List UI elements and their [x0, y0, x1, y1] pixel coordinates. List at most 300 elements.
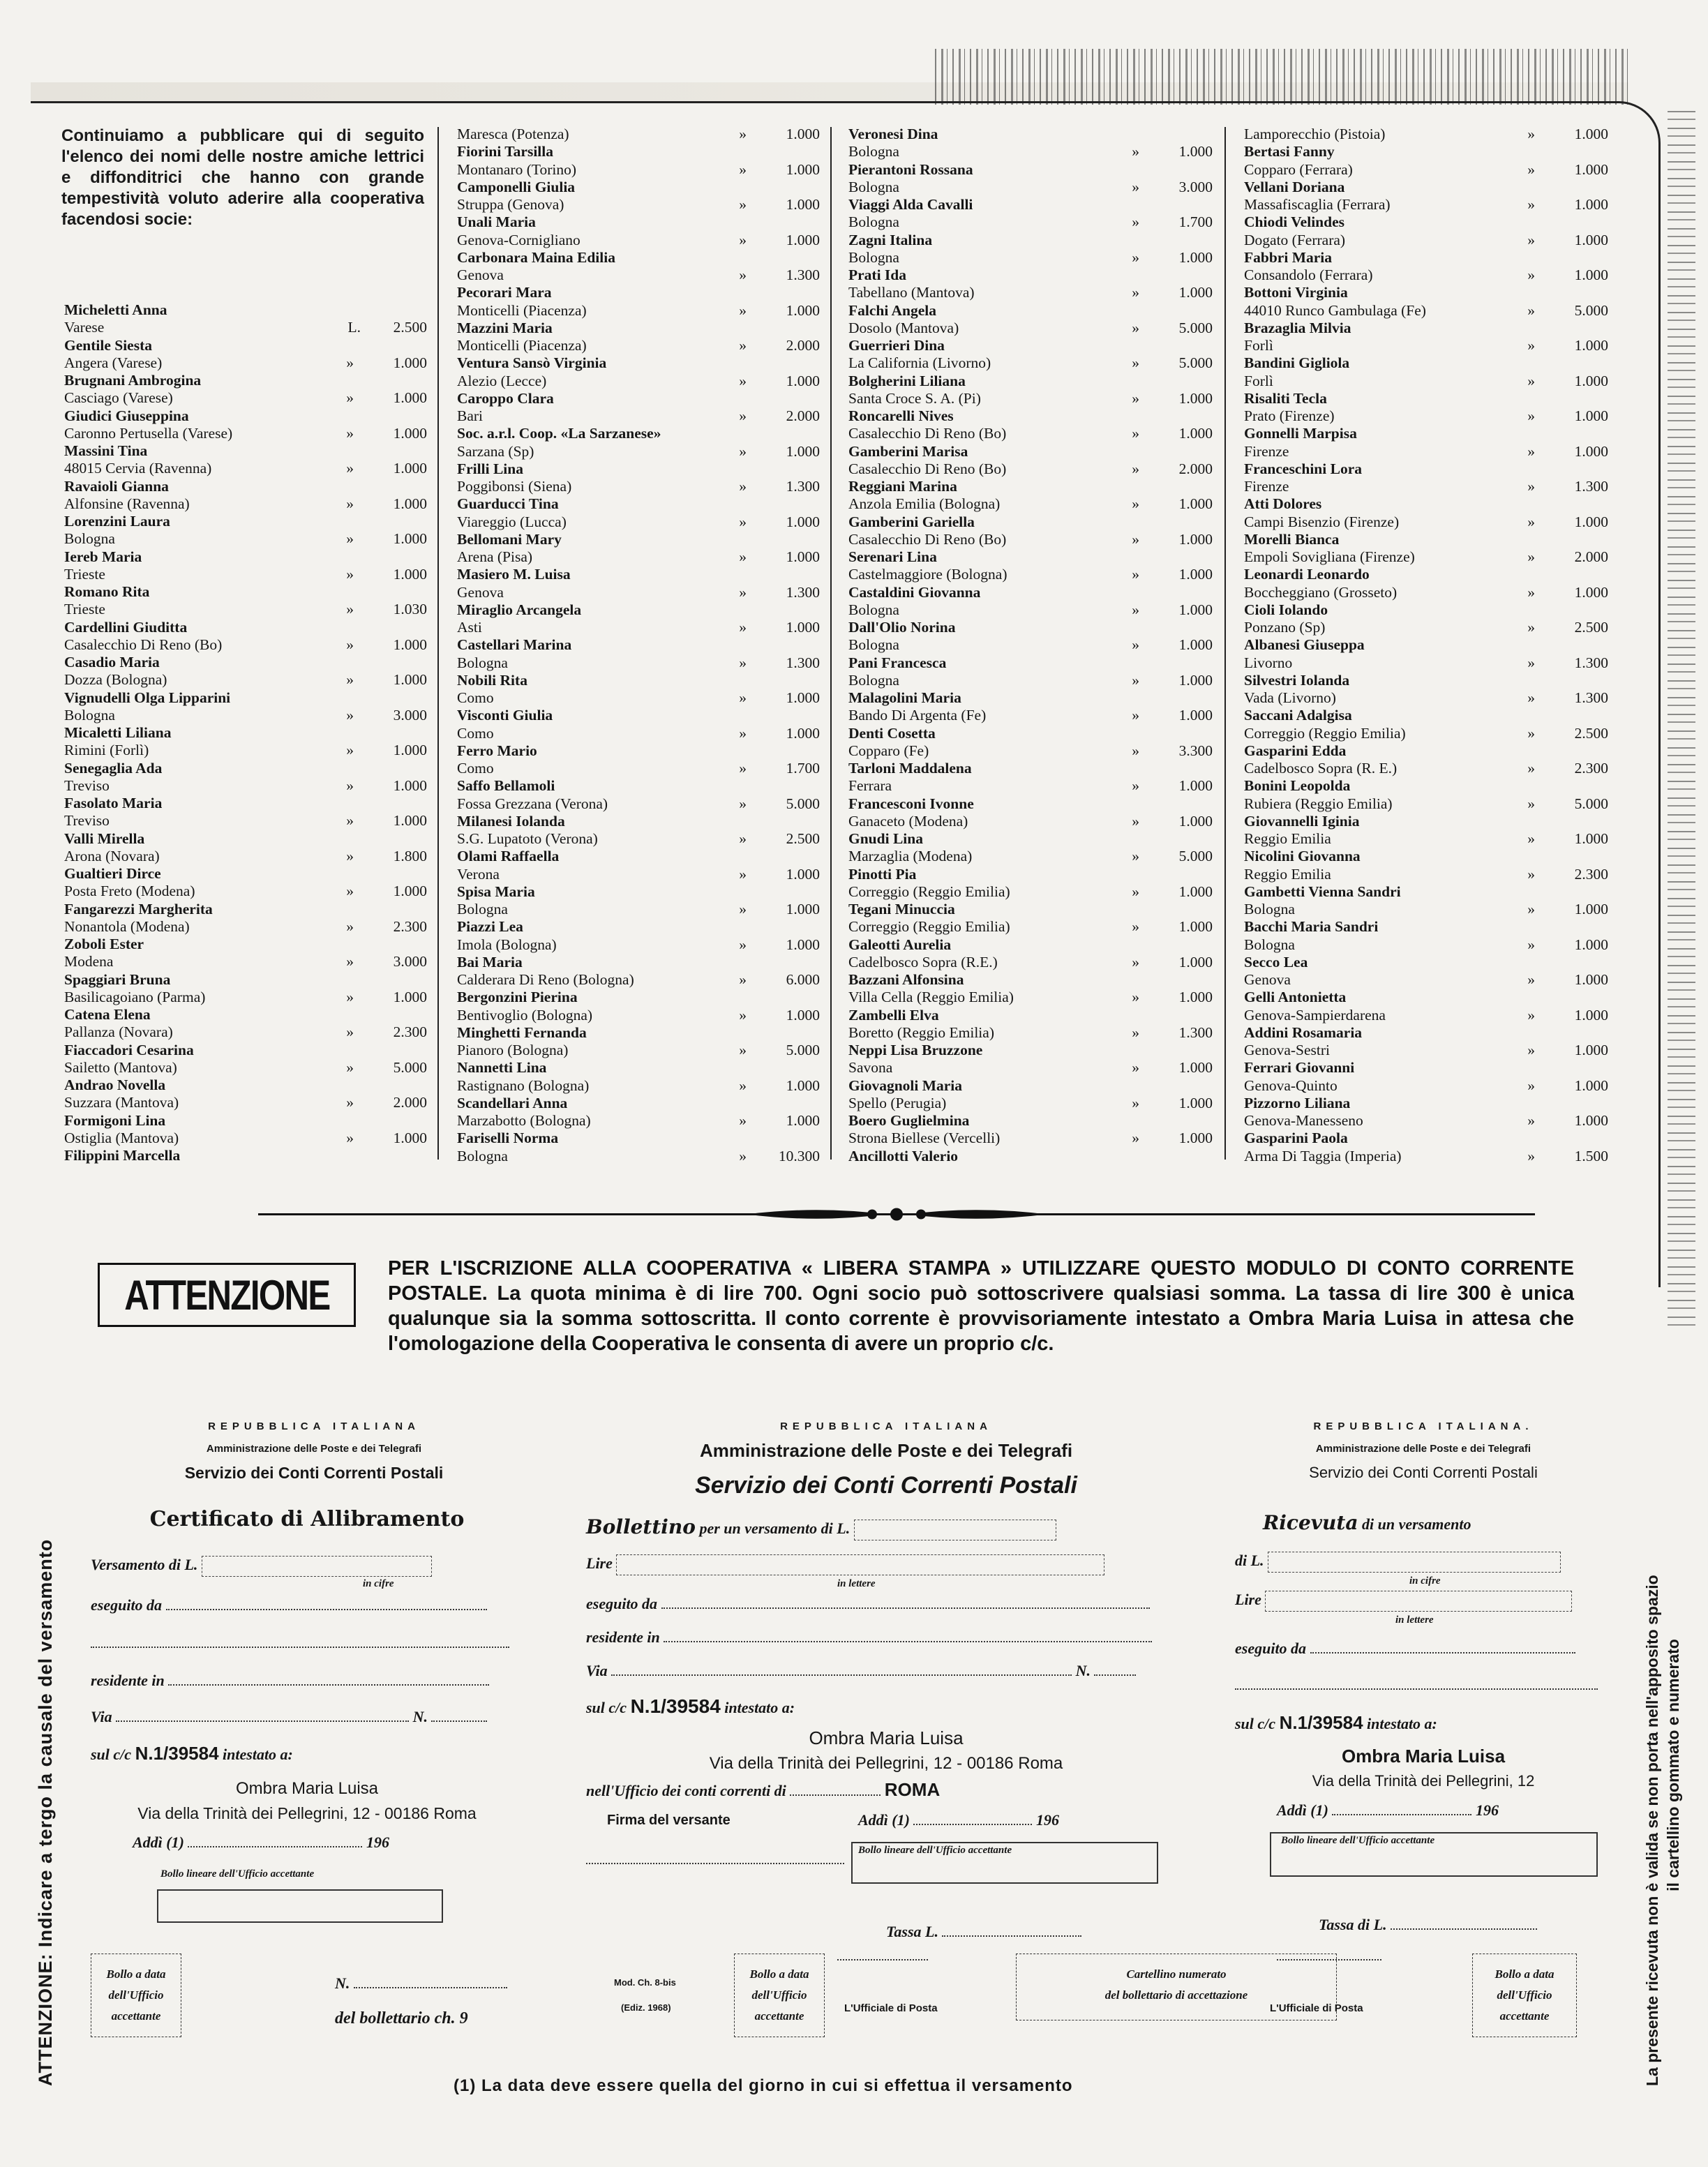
amount-text: 1.000 [1574, 901, 1608, 917]
amount-text: 1.000 [1574, 830, 1608, 847]
subscriber-location-row [1244, 1042, 1608, 1059]
currency-mark: » [1527, 830, 1535, 847]
subscriber-name-row [64, 301, 427, 319]
amount-text: 2.000 [1574, 548, 1608, 565]
name-text: Brazaglia Milvia [1244, 319, 1351, 336]
subscriber-name-row [1244, 460, 1608, 478]
subscriber-name-row [1244, 954, 1608, 971]
name-text: Fangarezzi Margherita [64, 900, 213, 917]
name-text: Bergonzini Pierina [457, 989, 578, 1006]
amount-text: 1.000 [393, 742, 427, 759]
currency-mark: » [739, 196, 747, 213]
amount-text: 1.000 [393, 671, 427, 689]
eseguito-label: eseguito da [91, 1596, 163, 1614]
amount-text: 1.000 [786, 865, 820, 883]
name-text: Giudici Giuseppina [64, 407, 189, 424]
name-text: Miraglio Arcangela [457, 601, 582, 618]
name-text: Minghetti Fernanda [457, 1023, 587, 1041]
subscriber-name-row [64, 760, 427, 777]
currency-mark: » [346, 389, 354, 407]
currency-mark: » [1527, 160, 1535, 178]
subscriber-column-2 [457, 126, 820, 1165]
subscriber-location-row [457, 302, 820, 320]
amount-text: 1.000 [1574, 372, 1608, 389]
name-text: Vignudelli Olga Lipparini [64, 689, 231, 706]
residente-field[interactable] [664, 1628, 1152, 1642]
location-text: Bologna [848, 601, 899, 618]
subscriber-name-row [848, 373, 1213, 390]
location-text: Villa Cella (Reggio Emilia) [848, 989, 1014, 1006]
subscriber-name-row [1244, 425, 1608, 442]
intro-paragraph: Continuiamo a pubblicare qui di seguito l'elenco dei nomi delle nostre amiche lettrici e diffonditrici che hanno con grande tempestività voluto aderire alla cooperativa facendosi socie: [61, 126, 424, 229]
amount-text: 1.000 [393, 636, 427, 653]
name-text: Caroppo Clara [457, 389, 554, 407]
location-text: Casciago (Varese) [64, 389, 173, 407]
location-text: Caronno Pertusella (Varese) [64, 424, 233, 442]
currency-mark: » [1132, 284, 1139, 301]
date-stamp-box[interactable] [91, 1954, 181, 2037]
name-text: Pierantoni Rossana [848, 160, 973, 178]
subscriber-name-row [848, 1148, 1213, 1165]
currency-mark: » [346, 601, 354, 618]
currency-mark: » [1527, 583, 1535, 601]
firma-label: Firma del versante [607, 1813, 731, 1828]
subscriber-location-row [1244, 1077, 1608, 1095]
amount-text: 5.000 [1574, 795, 1608, 812]
currency-mark: » [1527, 1042, 1535, 1058]
receipt-title: Ricevuta [1263, 1511, 1358, 1534]
subscriber-name-row [457, 531, 820, 548]
name-text: Bonini Leopolda [1244, 777, 1351, 795]
subscriber-name-row [64, 1112, 427, 1130]
location-text: Bologna [457, 654, 508, 671]
amount-text: 5.000 [393, 1058, 427, 1076]
via-field[interactable] [116, 1708, 409, 1722]
amount-text: 1.300 [786, 583, 820, 601]
eseguito-field-2[interactable] [91, 1634, 509, 1648]
eseguito-field-2[interactable] [1235, 1676, 1598, 1690]
subscriber-name-row [457, 989, 820, 1006]
service-heading: Servizio dei Conti Correnti Postali [1309, 1464, 1538, 1481]
location-text: Bologna [848, 248, 899, 266]
intestato-label: intestato a: [223, 1746, 293, 1763]
holder-address: Via della Trinità dei Pellegrini, 12 [1312, 1772, 1535, 1790]
subscriber-location-row [848, 566, 1213, 583]
amount-text: 1.000 [786, 160, 820, 178]
currency-mark: » [1132, 566, 1139, 583]
tassa-field[interactable] [1391, 1916, 1537, 1930]
subscriber-location-row [64, 671, 427, 689]
name-text: Valli Mirella [64, 830, 145, 847]
linear-stamp-box[interactable] [157, 1889, 443, 1923]
currency-mark: » [1527, 337, 1535, 354]
subscriber-location-row [848, 425, 1213, 442]
name-text: Secco Lea [1244, 953, 1308, 970]
location-text: Montanaro (Torino) [457, 160, 577, 178]
subscriber-name-row [848, 1042, 1213, 1059]
subscriber-location-row [848, 636, 1213, 654]
subscriber-name-row [848, 619, 1213, 636]
name-text: Ferrari Giovanni [1244, 1059, 1355, 1077]
attention-title: ATTENZIONE [123, 1271, 330, 1319]
currency-mark: » [1527, 478, 1535, 495]
amount-text: 1.000 [393, 495, 427, 512]
subscriber-name-row [64, 865, 427, 883]
subscriber-name-row [1244, 1059, 1608, 1077]
signature-field[interactable] [586, 1850, 844, 1864]
subscriber-location-row [1244, 548, 1608, 566]
cartellino-label: Cartellino numerato [1126, 1967, 1227, 1981]
currency-mark: » [739, 407, 747, 424]
location-text: Ponzano (Sp) [1244, 619, 1326, 636]
subscriber-name-row [848, 478, 1213, 495]
location-text: Trieste [64, 565, 105, 583]
subscriber-location-row [848, 143, 1213, 160]
currency-mark: » [1132, 495, 1139, 513]
amount-text: 1.000 [786, 619, 820, 636]
subscriber-name-row [1244, 848, 1608, 865]
currency-mark: » [1527, 442, 1535, 460]
amount-text: 1.000 [1178, 883, 1213, 900]
location-text: Dozza (Bologna) [64, 671, 167, 689]
amount-text: 1.000 [393, 530, 427, 548]
name-text: Ravaioli Gianna [64, 477, 169, 495]
location-text: La California (Livorno) [848, 354, 991, 372]
eseguito-field[interactable] [166, 1596, 487, 1610]
via-label: Via [91, 1708, 112, 1725]
location-text: Genova-Sampierdarena [1244, 1006, 1386, 1023]
account-number: N.1/39584 [1279, 1712, 1363, 1733]
bollo-lineare-label: Bollo lineare dell'Ufficio accettante [1281, 1835, 1435, 1846]
subscriber-location-row [848, 1095, 1213, 1112]
subscriber-name-row [64, 689, 427, 707]
ufficiale-signature-line [837, 1947, 928, 1960]
subscriber-name-row [848, 725, 1213, 742]
location-text: Genova [1244, 971, 1291, 988]
location-text: 48015 Cervia (Ravenna) [64, 460, 212, 477]
subscriber-name-row [457, 354, 820, 372]
subscriber-location-row [64, 425, 427, 442]
lire-label: Lire [586, 1554, 613, 1573]
amount-text: 1.000 [786, 901, 820, 917]
city-roma: ROMA [884, 1779, 941, 1800]
location-text: Como [457, 724, 494, 742]
location-text: Genova-Sestri [1244, 1042, 1330, 1058]
subscriber-name-row [457, 284, 820, 301]
name-text: Gamberini Gariella [848, 513, 975, 530]
location-text: Marzabotto (Bologna) [457, 1112, 591, 1129]
currency-mark: » [346, 777, 354, 794]
subscriber-location-row [848, 1024, 1213, 1042]
subscriber-column-1 [64, 301, 427, 1164]
currency-mark: » [1132, 671, 1139, 689]
amount-text: 2.000 [786, 337, 820, 354]
certificate-title: Certificato di Allibramento [149, 1507, 465, 1531]
stamp-label-line: Bollo a data [749, 1967, 809, 1981]
currency-mark: » [346, 742, 354, 759]
amount-text: 1.000 [1574, 442, 1608, 460]
location-text: Como [457, 760, 494, 777]
currency-mark: » [346, 565, 354, 583]
versamento-label: Versamento di L. [91, 1556, 198, 1574]
in-lettere-label: in lettere [837, 1578, 876, 1589]
subscriber-location-row [848, 848, 1213, 865]
subscriber-location-row [1244, 513, 1608, 531]
date-field[interactable] [913, 1811, 1032, 1825]
subscriber-name-row [64, 1006, 427, 1023]
number-field[interactable] [431, 1708, 487, 1722]
amount-text: 2.300 [393, 1023, 427, 1041]
location-text: Calderara Di Reno (Bologna) [457, 971, 634, 988]
location-text: Livorno [1244, 654, 1293, 671]
location-text: Bologna [457, 1147, 508, 1164]
date-stamp-box[interactable] [734, 1954, 825, 2037]
holder-name: Ombra Maria Luisa [235, 1779, 379, 1798]
amount-text: 1.000 [1178, 566, 1213, 583]
amount-text: 1.000 [1178, 389, 1213, 407]
amount-text: 1.000 [393, 812, 427, 830]
date-stamp-box[interactable] [1472, 1954, 1577, 2037]
name-text: Serenari Lina [848, 548, 937, 565]
tassa-label: Tassa L. [886, 1923, 938, 1940]
name-text: Bellomani Mary [457, 530, 562, 548]
amount-figures-field[interactable] [1268, 1552, 1561, 1573]
amount-text: 1.000 [1574, 196, 1608, 213]
amount-text: 1.000 [1178, 1059, 1213, 1077]
subscriber-location-row [848, 460, 1213, 478]
amount-text: 1.700 [1178, 213, 1213, 231]
subscriber-location-row [848, 742, 1213, 760]
subscriber-location-row [848, 249, 1213, 267]
currency-mark: » [346, 495, 354, 512]
location-text: Bologna [848, 178, 899, 195]
year-label: 196 [1035, 1811, 1059, 1829]
location-text: Asti [457, 619, 482, 636]
amount-text: 2.300 [1574, 760, 1608, 777]
subscriber-location-row [64, 460, 427, 477]
amount-letters-field[interactable] [1265, 1591, 1572, 1612]
via-field[interactable] [611, 1662, 1072, 1676]
di-l-label: di L. [1235, 1552, 1264, 1570]
amount-text: 1.000 [393, 354, 427, 371]
subscriber-name-row [848, 689, 1213, 707]
currency-mark: » [739, 1112, 747, 1129]
name-text: Bottoni Virginia [1244, 284, 1348, 301]
amount-text: 1.300 [786, 478, 820, 495]
subscriber-location-row [64, 918, 427, 936]
currency-mark: » [346, 460, 354, 477]
currency-mark: » [1527, 196, 1535, 213]
ufficio-label: nell'Ufficio dei conti correnti di [586, 1782, 786, 1799]
location-text: Sarzana (Sp) [457, 442, 534, 460]
addi-label: Addì (1) [1277, 1801, 1328, 1819]
subscriber-name-row [64, 583, 427, 601]
footnote: (1) La data deve essere quella del giorno in cui si effettua il versamento [454, 2076, 1073, 2095]
subscriber-location-row [848, 918, 1213, 936]
subscriber-name-row [457, 249, 820, 267]
amount-figures-field[interactable] [854, 1520, 1056, 1540]
currency-mark: » [1132, 636, 1139, 654]
location-text: Vada (Livorno) [1244, 689, 1336, 706]
subscriber-name-row [457, 601, 820, 619]
per-versamento-label: per un versamento di [699, 1520, 833, 1537]
subscriber-location-row [457, 1112, 820, 1130]
subscriber-location-row [1244, 478, 1608, 495]
bollettario-label: del bollettario ch. 9 [335, 2009, 468, 2027]
location-text: Treviso [64, 812, 110, 830]
location-text: Posta Freto (Modena) [64, 883, 195, 900]
amount-letters-field[interactable] [616, 1554, 1104, 1575]
ornamental-rule [258, 1206, 1535, 1224]
number-field[interactable] [1094, 1662, 1136, 1676]
tassa-field[interactable] [942, 1923, 1081, 1937]
location-text: Bologna [848, 143, 899, 160]
location-text: Modena [64, 953, 114, 970]
subscriber-name-row [1244, 495, 1608, 513]
amount-text: 5.000 [1178, 354, 1213, 372]
eseguito-field[interactable] [1310, 1640, 1575, 1654]
location-text: Casalecchio Di Reno (Bo) [64, 636, 223, 653]
currency-mark: » [739, 548, 747, 565]
amount-text: 1.000 [1574, 936, 1608, 953]
service-heading: Servizio dei Conti Correnti Postali [695, 1472, 1077, 1499]
location-text: Boretto (Reggio Emilia) [848, 1023, 994, 1041]
currency-mark: » [1132, 178, 1139, 195]
subscriber-location-row [64, 319, 427, 336]
amount-text: 1.000 [1574, 1042, 1608, 1058]
currency-mark: » [346, 1023, 354, 1041]
location-text: Rubiera (Reggio Emilia) [1244, 795, 1393, 812]
subscriber-name-row [457, 1059, 820, 1077]
number-label: N. [412, 1708, 428, 1725]
location-text: Massafiscaglia (Ferrara) [1244, 196, 1391, 213]
subscriber-location-row [1244, 830, 1608, 848]
subscriber-location-row [64, 495, 427, 513]
currency-mark: » [739, 724, 747, 742]
subscriber-name-row [64, 971, 427, 989]
currency-mark: L. [347, 319, 361, 336]
currency-mark: » [1132, 1059, 1139, 1077]
location-text: Spello (Perugia) [848, 1094, 947, 1111]
subscriber-location-row [1244, 689, 1608, 707]
amount-text: 1.000 [1574, 1112, 1608, 1129]
subscriber-name-row [64, 407, 427, 425]
name-text: Micaletti Liliana [64, 724, 172, 741]
amount-text: 1.000 [786, 724, 820, 742]
residente-field[interactable] [168, 1672, 489, 1686]
location-text: Copparo (Fe) [848, 742, 929, 759]
subscriber-location-row [848, 1130, 1213, 1147]
amount-text: 1.000 [1574, 971, 1608, 988]
name-text: Risaliti Tecla [1244, 389, 1327, 407]
subscriber-name-row [1244, 143, 1608, 160]
subscriber-location-row [457, 126, 820, 143]
currency-mark: » [1527, 760, 1535, 777]
amount-text: 1.000 [786, 548, 820, 565]
subscriber-name-row [64, 442, 427, 460]
currency-mark: » [1132, 143, 1139, 160]
location-text: Tabellano (Mantova) [848, 284, 975, 301]
stamp-label-line: accettante [111, 2009, 161, 2023]
subscriber-location-row [457, 161, 820, 179]
currency-mark: » [346, 424, 354, 442]
location-text: Viareggio (Lucca) [457, 513, 567, 530]
subscriber-location-row [1244, 901, 1608, 918]
subscriber-name-row [848, 830, 1213, 848]
subscriber-name-row [457, 179, 820, 196]
currency-mark: » [1527, 267, 1535, 283]
currency-mark: » [739, 1147, 747, 1164]
subscriber-location-row [848, 813, 1213, 830]
subscriber-name-row [64, 1042, 427, 1059]
currency-mark: » [1527, 407, 1535, 424]
left-vertical-note: ATTENZIONE: Indicare a tergo la causale del versamento [35, 1538, 56, 2086]
subscriber-name-row [1244, 707, 1608, 724]
bollettario-number-field[interactable] [354, 1974, 507, 1988]
subscriber-location-row [64, 848, 427, 865]
amount-text: 1.000 [786, 513, 820, 530]
amount-text: 1.000 [393, 424, 427, 442]
currency-mark: » [1527, 724, 1535, 742]
ufficio-field [790, 1782, 881, 1796]
currency-mark: » [1132, 213, 1139, 231]
subscriber-location-row [457, 1042, 820, 1059]
amount-text: 3.000 [393, 706, 427, 723]
amount-text: 1.000 [1574, 267, 1608, 283]
subscriber-location-row [64, 707, 427, 724]
subscriber-name-row [457, 1130, 820, 1147]
subscriber-location-row [457, 267, 820, 284]
currency-mark: » [739, 126, 747, 142]
subscriber-name-row [848, 584, 1213, 601]
name-text: Addini Rosamaria [1244, 1023, 1363, 1041]
name-text: Ancillotti Valerio [848, 1147, 959, 1164]
amount-text: 1.000 [1178, 284, 1213, 301]
location-text: Arena (Pisa) [457, 548, 533, 565]
currency-mark: » [739, 1006, 747, 1023]
subscriber-name-row [1244, 1130, 1608, 1147]
name-text: Malagolini Maria [848, 689, 961, 706]
currency-mark: » [1132, 319, 1139, 336]
subscriber-location-row [457, 337, 820, 354]
currency-mark: » [1527, 548, 1535, 565]
amount-text: 6.000 [786, 971, 820, 988]
cartellino-label: del bollettario di accettazione [1104, 1988, 1248, 2002]
amount-text: 1.000 [1178, 1130, 1213, 1147]
amount-text: 5.000 [1178, 848, 1213, 865]
date-field[interactable] [188, 1834, 362, 1847]
amount-figures-field[interactable] [202, 1556, 432, 1577]
eseguito-field[interactable] [661, 1595, 1150, 1609]
location-text: Bologna [1244, 901, 1295, 917]
amount-text: 5.000 [786, 795, 820, 812]
subscriber-location-row [848, 390, 1213, 407]
subscriber-name-row [848, 126, 1213, 143]
location-text: Ferrara [848, 777, 892, 795]
name-text: Zambelli Elva [848, 1006, 939, 1023]
subscriber-location-row [848, 601, 1213, 619]
date-field[interactable] [1332, 1801, 1471, 1815]
amount-text: 1.000 [786, 126, 820, 142]
currency-mark: » [739, 1077, 747, 1094]
amount-text: 1.000 [1178, 707, 1213, 724]
location-text: Varese [64, 319, 105, 336]
subscriber-location-row [848, 531, 1213, 548]
subscriber-location-row [1244, 407, 1608, 425]
location-text: Alezio (Lecce) [457, 372, 547, 389]
name-text: Scandellari Anna [457, 1094, 568, 1111]
location-text: Monticelli (Piacenza) [457, 337, 587, 354]
